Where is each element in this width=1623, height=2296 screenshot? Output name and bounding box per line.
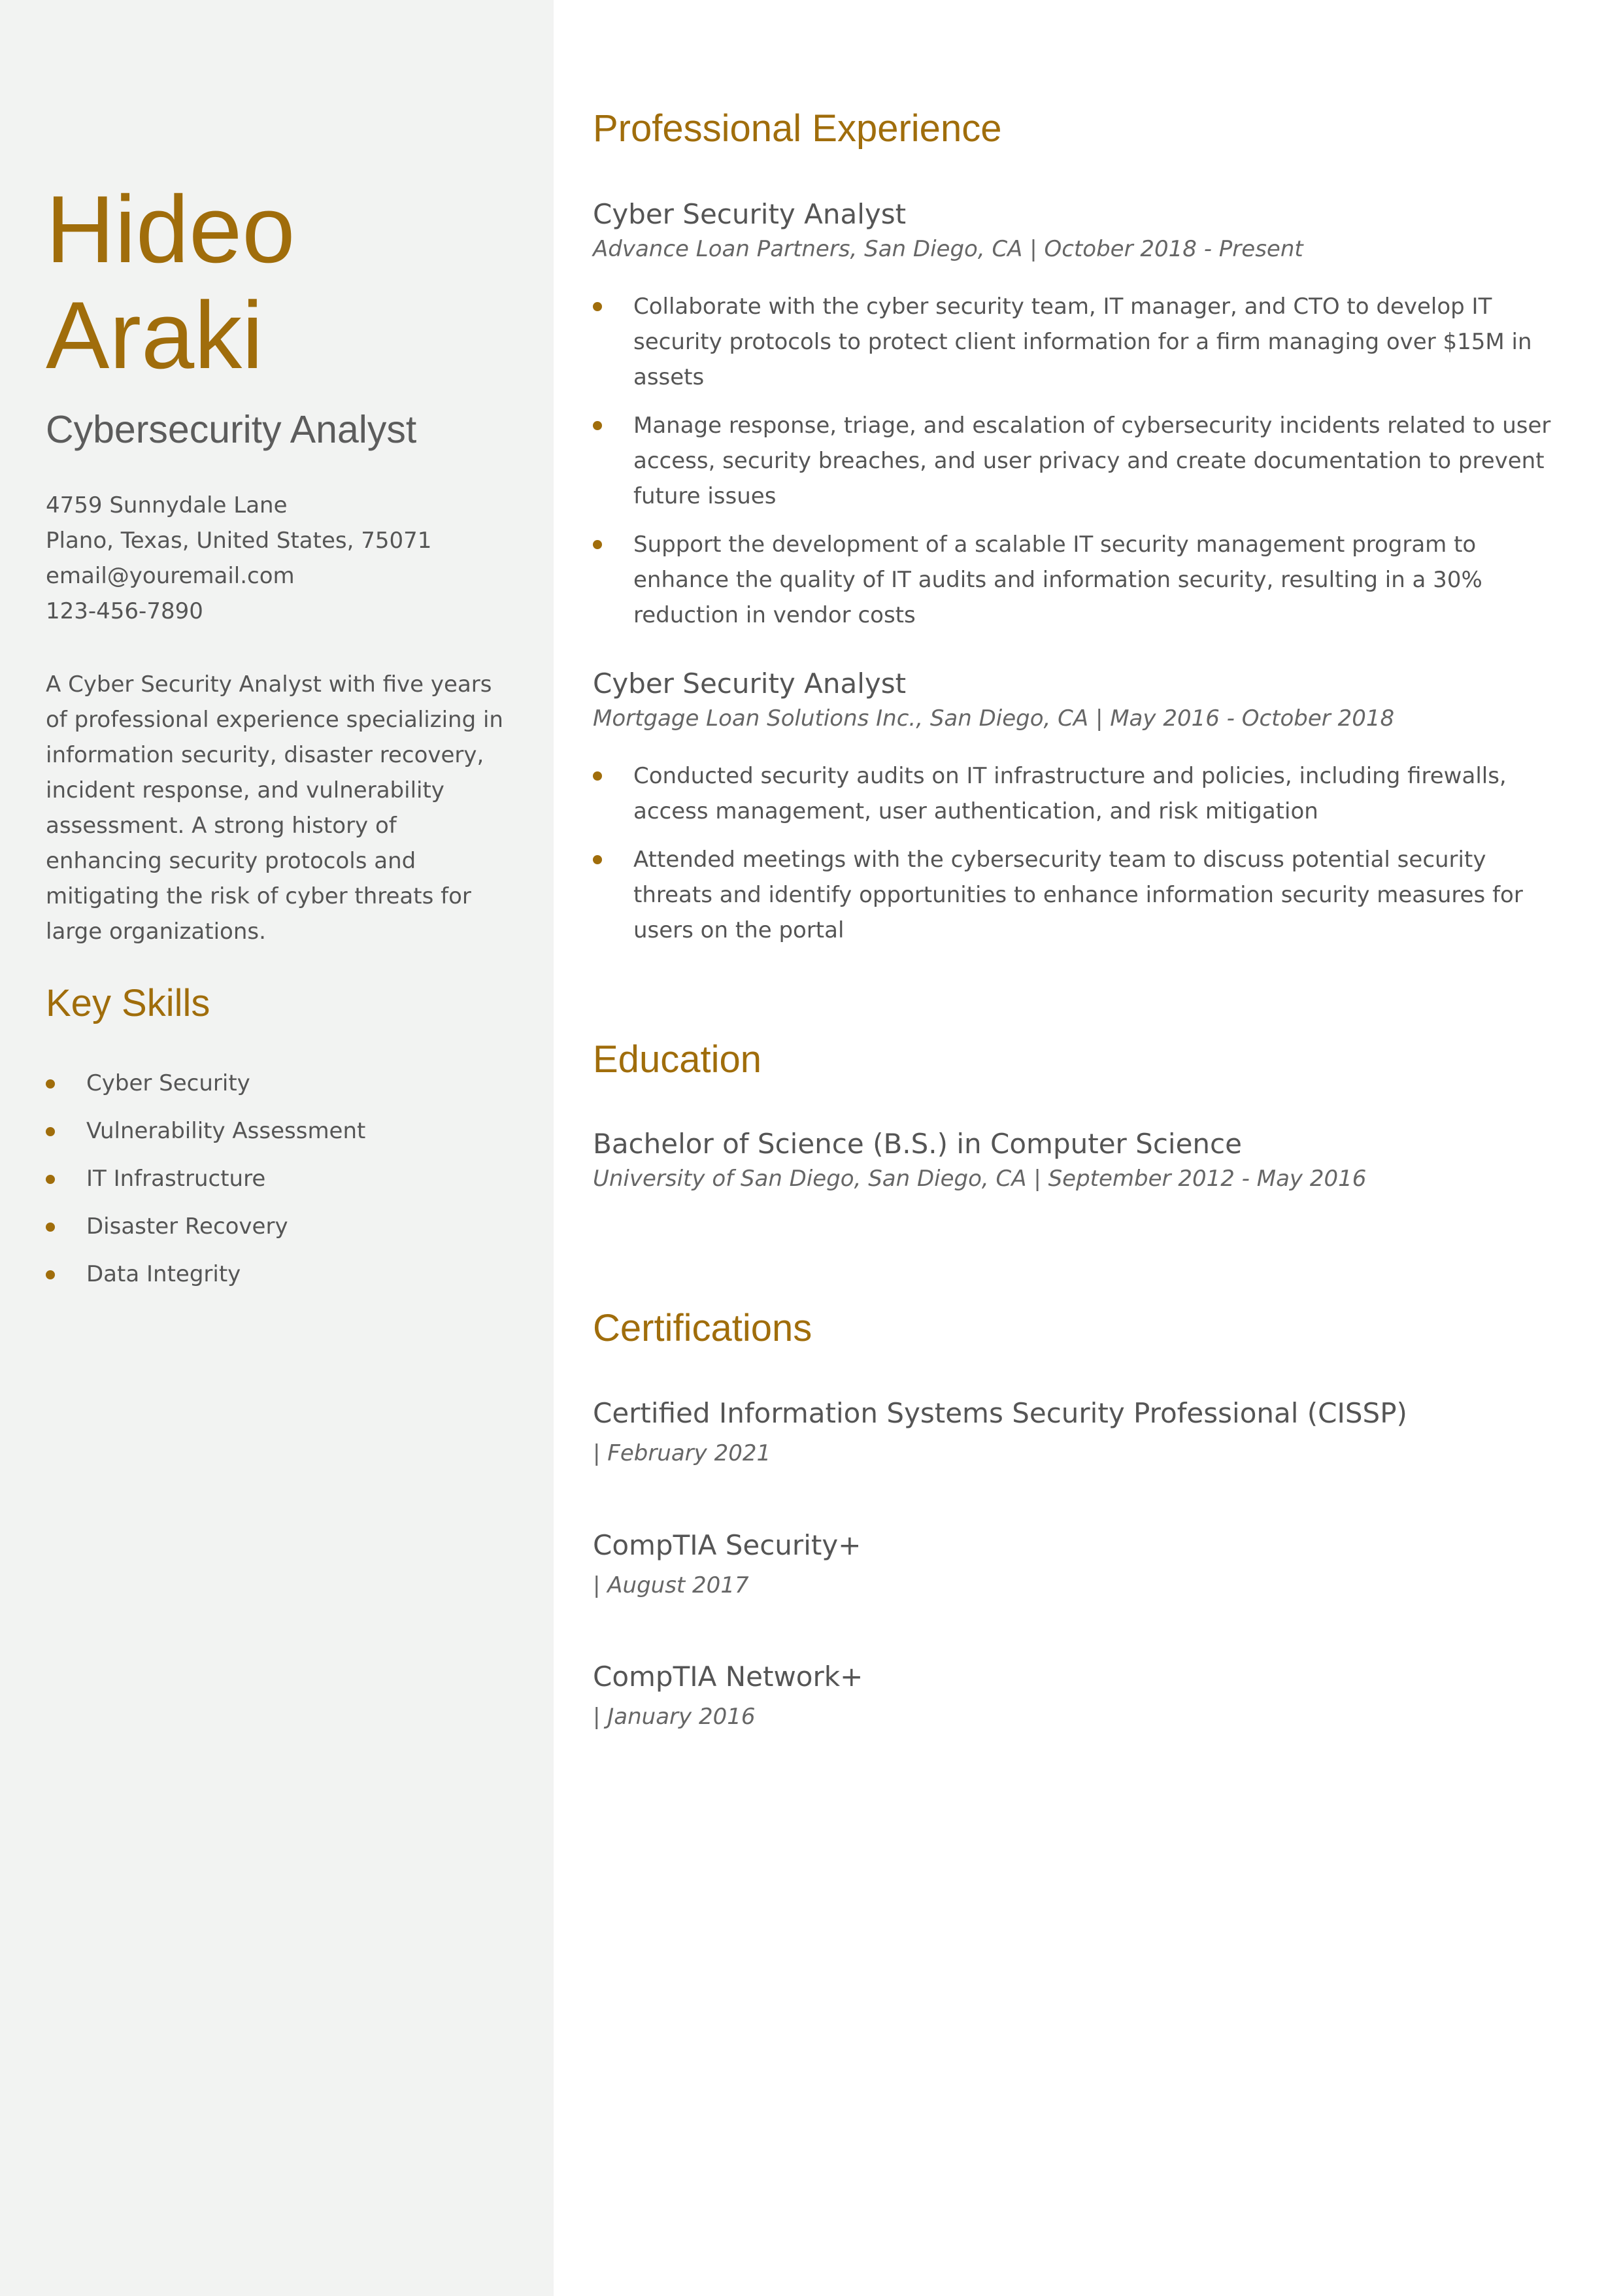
job-bullet: [593, 842, 1560, 948]
bullet-icon: [46, 1127, 55, 1136]
bullet-text: Support the development of a scalable IT security management program to enhance the quality of IT audits and information security, resulting in a 30% reduction in vendor costs: [633, 532, 1482, 628]
job-meta: Advance Loan Partners, San Diego, CA | October 2018 - Present: [593, 236, 1303, 262]
address-line-1: 4759 Sunnydale Lane: [46, 492, 288, 518]
bullet-icon: [593, 771, 602, 781]
bullet-icon: [593, 540, 602, 549]
summary: A Cyber Security Analyst with five years of professional experience specializing in information security, disaster recovery, incident response, and vulnerability assessment. A strong history of enhancing security protocols and mitigating the risk of cyber threats for large organizations.: [46, 671, 503, 945]
skill-item: [46, 1165, 365, 1192]
job-bullet: [593, 289, 1560, 395]
address-line-2: Plano, Texas, United States, 75071: [46, 528, 432, 554]
education-heading: Education: [593, 1038, 761, 1081]
skill-label: Vulnerability Assessment: [86, 1118, 366, 1144]
skill-item: [46, 1213, 365, 1240]
degree-title: Bachelor of Science (B.S.) in Computer Science: [593, 1128, 1242, 1160]
skill-item: [46, 1070, 365, 1097]
skill-label: Cyber Security: [86, 1070, 250, 1096]
certification-meta: | February 2021: [593, 1440, 771, 1466]
education-entry: [593, 1126, 1560, 1195]
first-name: Hideo: [46, 176, 295, 282]
bullet-icon: [46, 1175, 55, 1184]
bullet-text: Manage response, triage, and escalation of cybersecurity incidents related to user access, security breaches, and user privacy and create documentation to prevent future issues: [633, 413, 1551, 509]
phone[interactable]: 123-456-7890: [46, 598, 203, 624]
job-bullet: [593, 758, 1560, 829]
degree-meta: University of San Diego, San Diego, CA | September 2012 - May 2016: [593, 1166, 1367, 1192]
job-bullets: [593, 758, 1560, 948]
job-entry-2: [593, 666, 1560, 961]
last-name: Araki: [46, 282, 263, 388]
certification-entry: [593, 1395, 1560, 1470]
candidate-title: Cybersecurity Analyst: [46, 408, 417, 451]
bullet-text: Conducted security audits on IT infrastructure and policies, including firewalls, access management, user authentication, and risk mitigation: [633, 763, 1507, 824]
job-bullet: [593, 527, 1560, 633]
bullet-icon: [46, 1270, 55, 1279]
certification-meta: | January 2016: [593, 1704, 756, 1730]
job-bullets: [593, 289, 1560, 633]
certification-meta: | August 2017: [593, 1572, 749, 1598]
certification-entry: [593, 1527, 1560, 1602]
certification-entry: [593, 1659, 1560, 1733]
skill-item: [46, 1260, 365, 1288]
certification-name: CompTIA Security+: [593, 1529, 862, 1561]
skill-item: [46, 1117, 365, 1145]
contact-block: [46, 488, 431, 629]
job-bullet: [593, 408, 1560, 514]
bullet-text: Collaborate with the cyber security team, IT manager, and CTO to develop IT security protocols to protect client information for a firm managing over $15M in assets: [633, 294, 1532, 390]
skill-label: Disaster Recovery: [86, 1213, 288, 1240]
skill-label: IT Infrastructure: [86, 1166, 266, 1192]
experience-heading: Professional Experience: [593, 107, 1002, 150]
certification-name: CompTIA Network+: [593, 1661, 863, 1693]
certifications-heading: Certifications: [593, 1307, 812, 1349]
bullet-icon: [593, 302, 602, 311]
skill-label: Data Integrity: [86, 1261, 241, 1287]
bullet-icon: [593, 855, 602, 864]
job-meta: Mortgage Loan Solutions Inc., San Diego, CA | May 2016 - October 2018: [593, 705, 1395, 732]
email[interactable]: email@youremail.com: [46, 563, 295, 589]
candidate-name: [46, 177, 295, 388]
bullet-icon: [593, 421, 602, 430]
job-title: Cyber Security Analyst: [593, 667, 907, 700]
skills-heading: Key Skills: [46, 982, 210, 1024]
job-title: Cyber Security Analyst: [593, 198, 907, 230]
bullet-text: Attended meetings with the cybersecurity team to discuss potential security threats and identify opportunities to enhance information security measures for users on the portal: [633, 847, 1523, 943]
bullet-icon: [46, 1223, 55, 1232]
certification-name: Certified Information Systems Security Professional (CISSP): [593, 1397, 1407, 1429]
bullet-icon: [46, 1079, 55, 1089]
job-entry-1: [593, 196, 1560, 646]
skills-list: [46, 1070, 365, 1308]
